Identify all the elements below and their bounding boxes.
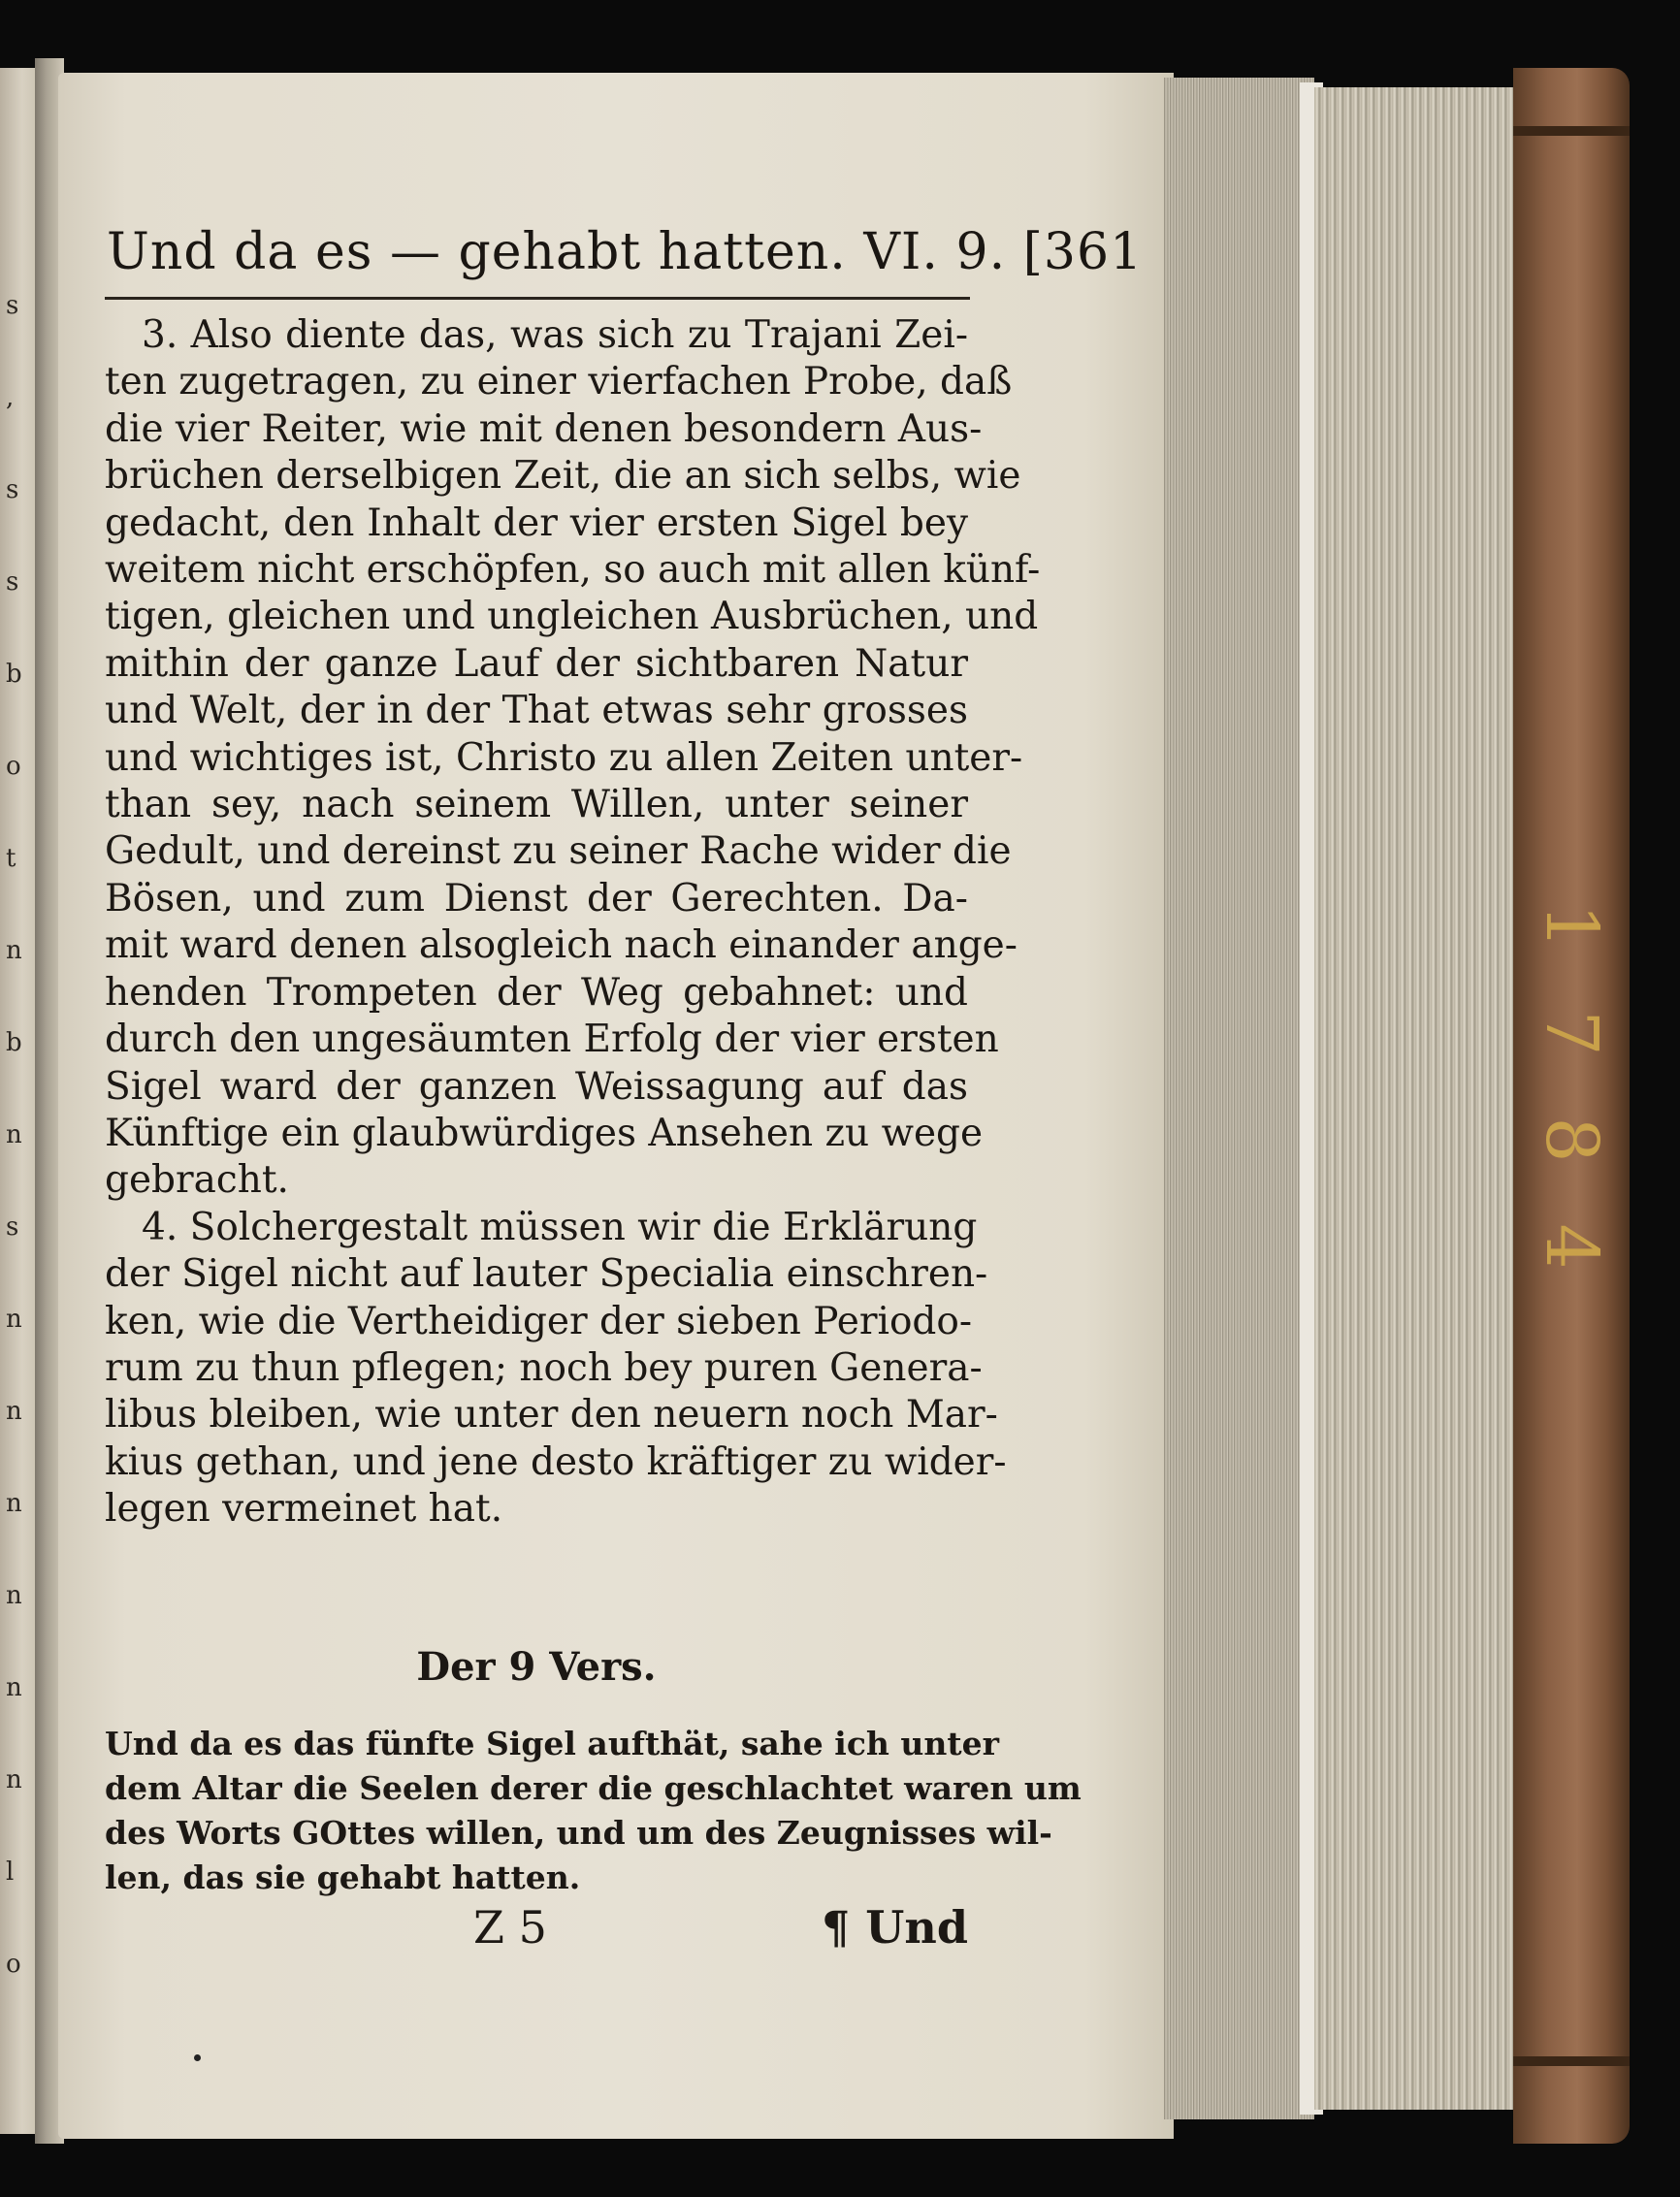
text-line: kius gethan, und jene desto kräftiger zu wider- (105, 1439, 1007, 1484)
text-line: Bösen, und zum Dienst der Gerechten. Da- (105, 876, 968, 921)
previous-page-fragment: l (6, 1858, 15, 1887)
text-line: ken, wie die Vertheidiger der sieben Periodo- (105, 1299, 973, 1343)
previous-page-fragment: s (6, 291, 19, 320)
previous-page-fragment: s (6, 567, 19, 597)
verse-line: des Worts GOttes willen, und um des Zeugnisses wil- (105, 1814, 1052, 1852)
previous-page-fragment: n (6, 1489, 22, 1518)
text-line: 4. Solchergestalt müssen wir die Erklärung (142, 1205, 978, 1249)
previous-page-edge (0, 68, 37, 2134)
verse-text (105, 1722, 1082, 1900)
previous-page-fragment: n (6, 1305, 22, 1334)
spine-digit: 1 (1530, 903, 1613, 950)
text-line: die vier Reiter, wie mit denen besondern Aus- (105, 406, 983, 451)
text-line: 3. Also diente das, was sich zu Trajani Zei- (142, 313, 968, 357)
previous-page-fragment: b (6, 1028, 22, 1057)
text-line: mit ward denen alsogleich nach einander ange- (105, 923, 1018, 968)
verse-line: dem Altar die Seelen derer die geschlachtet waren um (105, 1769, 1082, 1807)
running-head: Und da es — gehabt hatten. VI. 9. [361 (107, 223, 1144, 281)
ink-speck (194, 2054, 201, 2061)
previous-page-fragment: t (6, 844, 16, 873)
signature-mark: Z 5 (473, 1901, 547, 1954)
verse-line: len, das sie gehabt hatten. (105, 1858, 581, 1896)
text-line: libus bleiben, wie unter den neuern noch Mar- (105, 1393, 998, 1438)
text-line: rum zu thun pflegen; noch bey puren Genera- (105, 1345, 983, 1390)
spine-year (1530, 873, 1613, 1300)
text-line: Künftige ein glaubwürdiges Ansehen zu wege (105, 1111, 984, 1155)
text-line: legen vermeinet hat. (105, 1487, 503, 1532)
page-edges (1164, 78, 1314, 2119)
text-line: und Welt, der in der That etwas sehr grosses (105, 689, 968, 733)
text-line: tigen, gleichen und ungleichen Ausbrüchen, und (105, 595, 1039, 639)
text-line: Gedult, und dereinst zu seiner Rache wider die (105, 829, 1012, 874)
text-line: gedacht, den Inhalt der vier ersten Sigel bey (105, 501, 968, 545)
previous-page-fragment: n (6, 1765, 22, 1794)
text-line: Sigel ward der ganzen Weissagung auf das (105, 1064, 968, 1109)
verse-line: Und da es das fünfte Sigel aufthät, sahe ich unter (105, 1725, 1000, 1762)
spine-band (1513, 2056, 1630, 2066)
previous-page-fragment: b (6, 660, 22, 689)
previous-page-fragment: n (6, 1673, 22, 1702)
spine-digit: 7 (1530, 1010, 1613, 1056)
catchword: ¶ Und (821, 1901, 968, 1954)
spine-digit: 8 (1530, 1116, 1613, 1163)
verse-heading: Der 9 Vers. (416, 1644, 657, 1690)
previous-page-fragment: n (6, 1120, 22, 1149)
previous-page-fragment: o (6, 752, 21, 781)
previous-page-fragment: o (6, 1950, 21, 1979)
text-line: than sey, nach seinem Willen, unter seiner (105, 783, 968, 827)
previous-page-fragment: , (6, 383, 15, 412)
text-line: weitem nicht erschöpfen, so auch mit allen künf- (105, 548, 1041, 593)
text-line: brüchen derselbigen Zeit, die an sich selbs, wie (105, 454, 1021, 499)
text-line: ten zugetragen, zu einer vierfachen Probe, daß (105, 360, 1013, 404)
previous-page-fragment: s (6, 475, 19, 504)
previous-page-fragment: s (6, 1212, 19, 1242)
spine-band (1513, 126, 1630, 136)
text-line: der Sigel nicht auf lauter Specialia einschren- (105, 1252, 988, 1297)
spine-digit: 4 (1530, 1223, 1613, 1270)
previous-page-fragment: n (6, 1397, 22, 1426)
page-block (1314, 87, 1518, 2110)
previous-page-fragment: n (6, 1581, 22, 1610)
text-line: durch den ungesäumten Erfolg der vier ersten (105, 1018, 999, 1062)
page-footer (105, 1901, 968, 1959)
main-text (105, 312, 1041, 1534)
text-line: henden Trompeten der Weg gebahnet: und (105, 970, 968, 1015)
text-line: gebracht. (105, 1158, 289, 1203)
header-rule (105, 297, 970, 300)
previous-page-fragment: n (6, 936, 22, 965)
text-line: mithin der ganze Lauf der sichtbaren Natur (105, 641, 968, 686)
text-line: und wichtiges ist, Christo zu allen Zeiten unter- (105, 735, 1023, 780)
